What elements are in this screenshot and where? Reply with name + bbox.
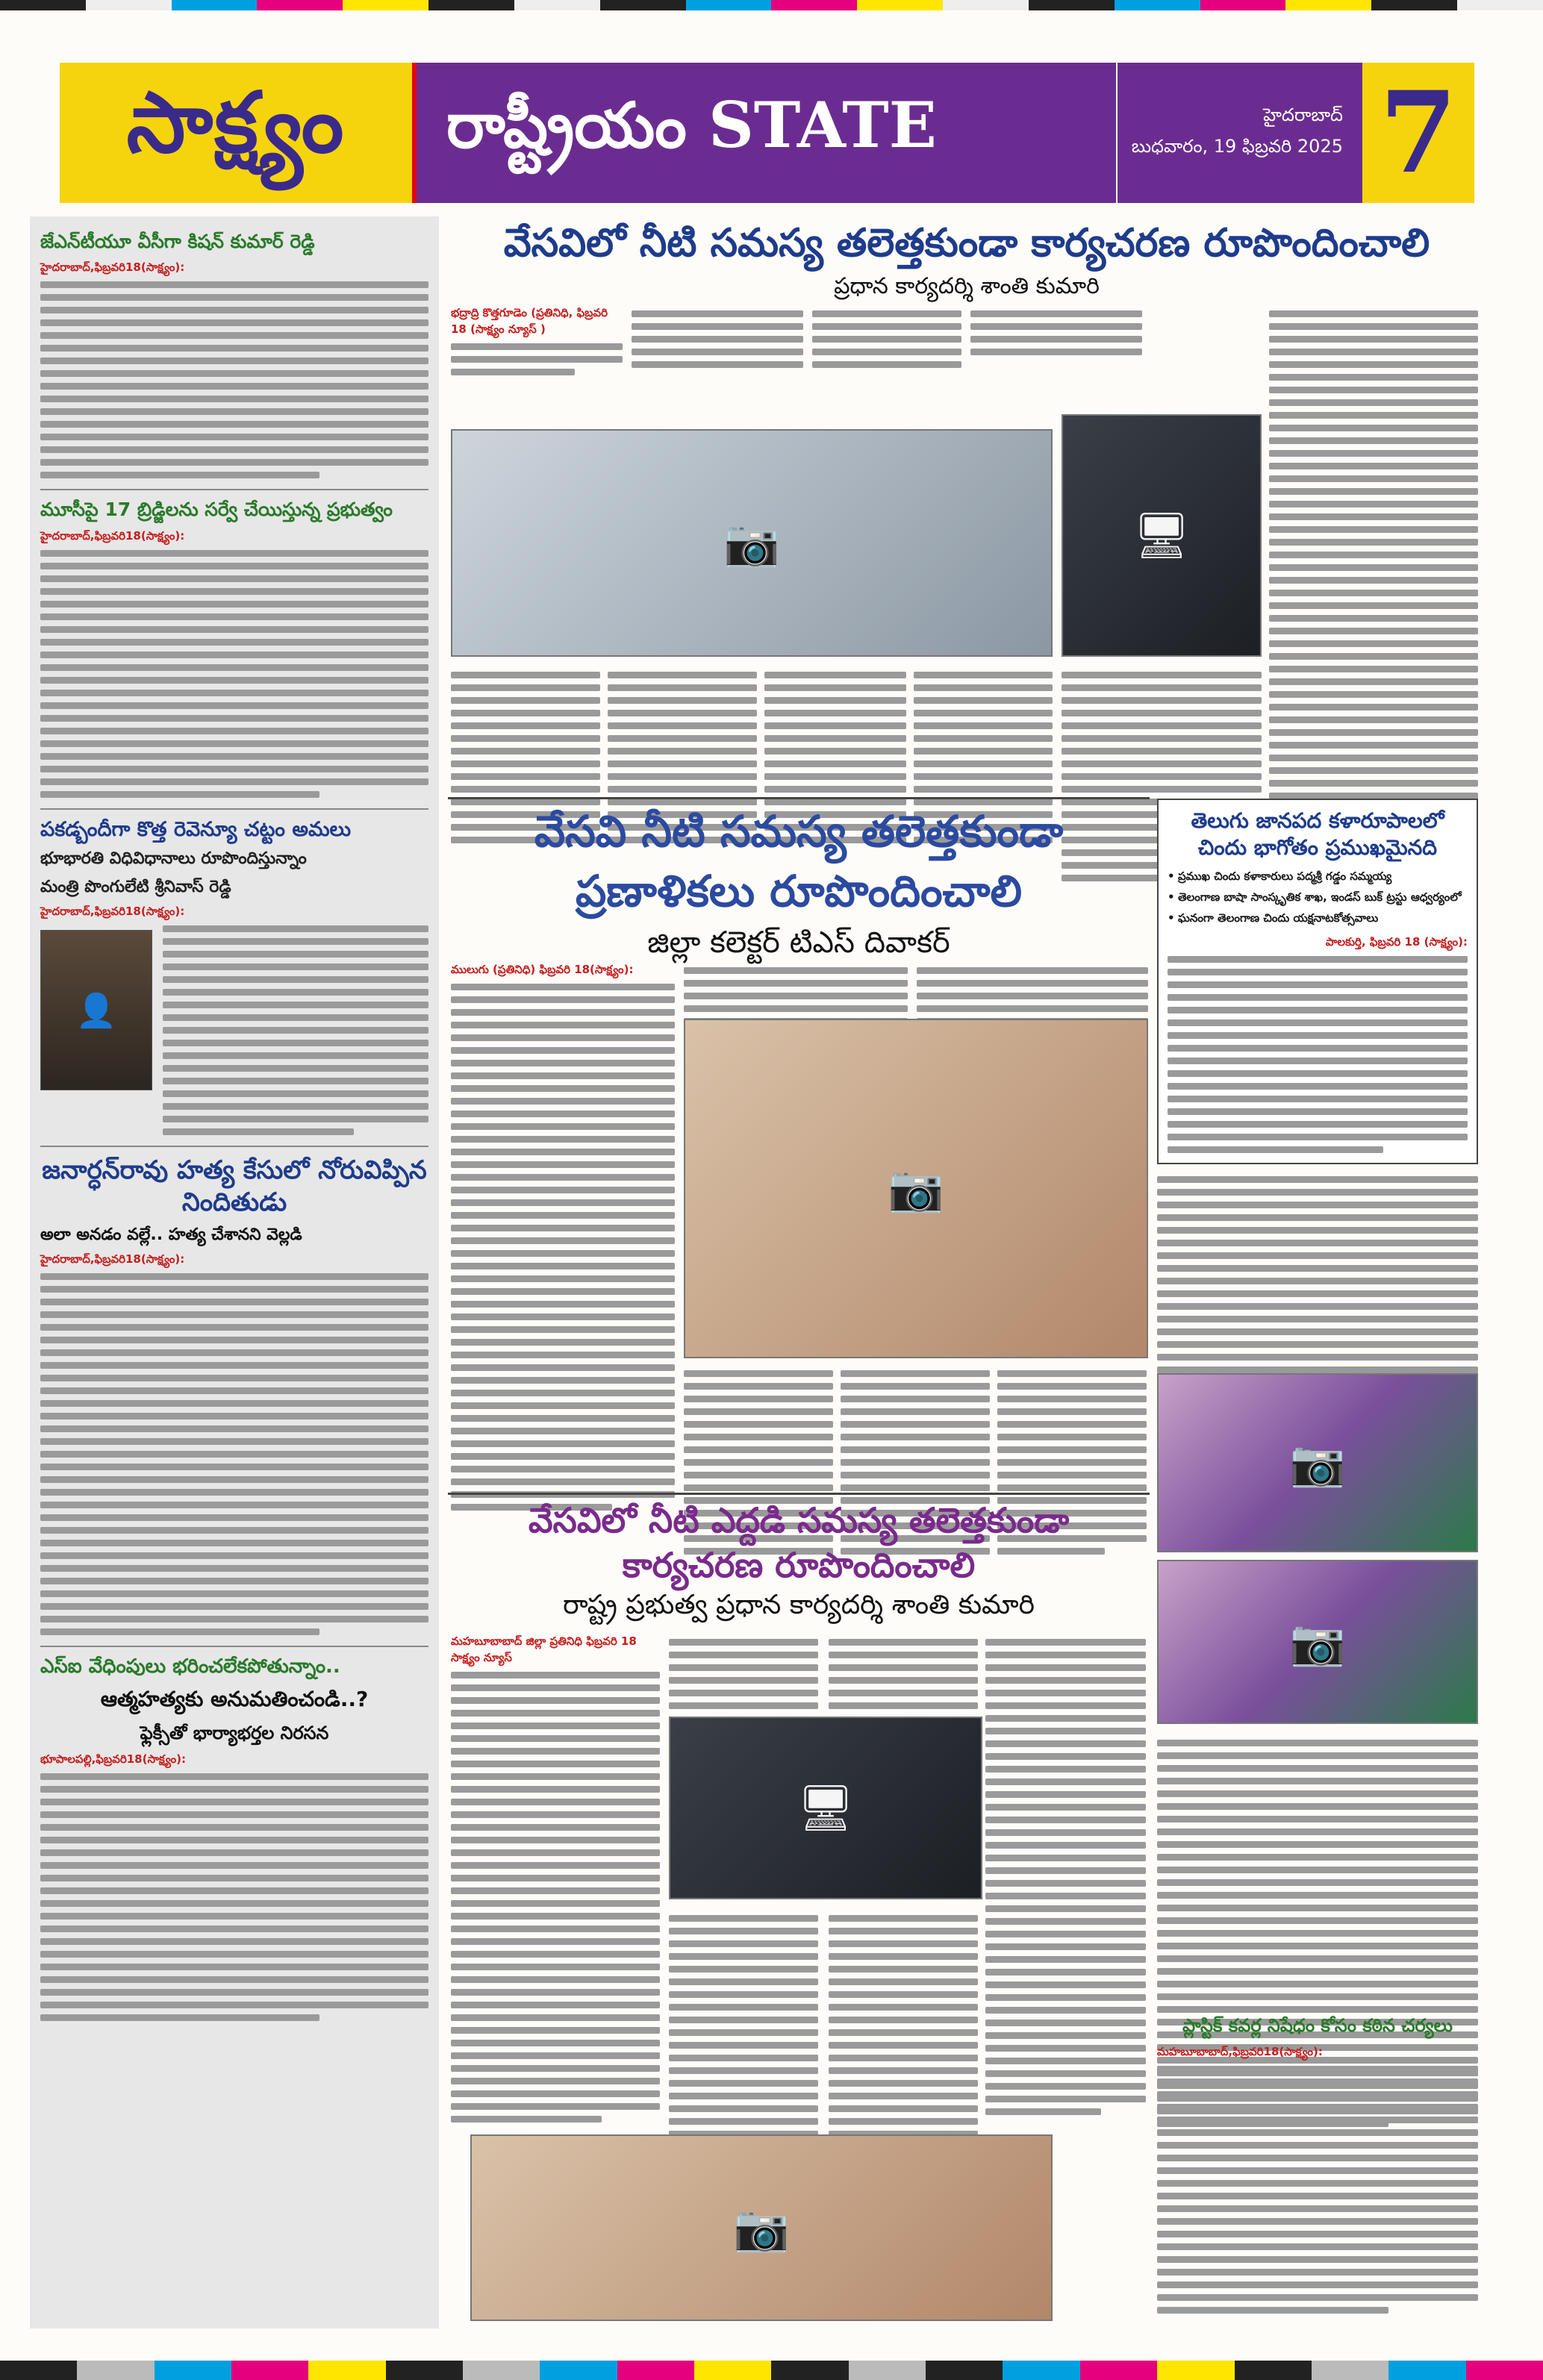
middle-story-col-1 bbox=[451, 963, 675, 1521]
top-story-col-3 bbox=[812, 306, 961, 378]
top-story-col-1 bbox=[451, 306, 623, 386]
person-icon: 👤 bbox=[75, 991, 117, 1030]
article-dateline: హైదరాబాద్,ఫిబ్రవరి18(సాక్ష్యం): bbox=[40, 528, 185, 543]
camera-icon: 📷 bbox=[733, 2202, 790, 2255]
article-dateline: భద్రాద్రి కొత్తగూడెం (ప్రతినిధి, ఫిబ్రవరి 18 (సాక్ష్యం న్యూస్ ) bbox=[451, 306, 608, 336]
folk-performers-photo-1 bbox=[1157, 1373, 1478, 1552]
divider bbox=[40, 1146, 428, 1147]
monitor-icon: 🖥 bbox=[797, 1782, 855, 1834]
top-story-headline: వేసవిలో నీటి సమస్య తలెత్తకుండా కార్యచరణ రూపొందించాలి bbox=[503, 221, 1430, 266]
masthead-date-block bbox=[1116, 63, 1362, 203]
article-headline: మూసీపై 17 బ్రిడ్జిలను సర్వే చేయిస్తున్న ప్రభుత్వం bbox=[40, 499, 393, 521]
middle-story-byline: జిల్లా కలెక్టర్ టిఎస్ దివాకర్ bbox=[647, 925, 950, 960]
date-label: బుధవారం, 19 ఫిబ్రవరి 2025 bbox=[1131, 136, 1343, 157]
left-news-column bbox=[30, 216, 439, 2329]
article-subheadline: భూభారతి విధివిధానాలు రూపొందిస్తున్నాం bbox=[40, 849, 307, 869]
article-subheadline: ఆత్మహత్యకు అనుమతించండి..? bbox=[100, 1686, 369, 1711]
middle-story-headline-line1: వేసవి నీటి సమస్య తలెత్తకుండా bbox=[534, 806, 1064, 857]
bottom-story-col-2 bbox=[669, 1634, 818, 1720]
city-label: హైదరాబాద్ bbox=[1263, 104, 1343, 125]
article-dateline: మహబూబాబాద్,ఫిబ్రవరి18(సాక్ష్యం): bbox=[1157, 2045, 1323, 2058]
bottom-story-headline-line1: వేసవిలో నీటి ఎద్దడి సమస్య తలెత్తకుండా bbox=[528, 1500, 1070, 1540]
camera-icon: 📷 bbox=[723, 517, 780, 569]
article-dateline: భూపాలపల్లి,ఫిబ్రవరి18(సాక్ష్యం): bbox=[40, 1752, 186, 1766]
print-color-strip-bottom bbox=[0, 2361, 1543, 2380]
highlight-item: • ఘనంగా తెలంగాణ చిందు యక్షనాటకోత్సవాలు bbox=[1168, 911, 1468, 928]
article-headline: జేఎన్‌టీయూ వీసీగా కిషన్ కుమార్ రెడ్డి bbox=[40, 231, 315, 252]
top-story-col-6 bbox=[1269, 306, 1478, 873]
article-subheadline: మంత్రి పొంగులేటి శ్రీనివాస్ రెడ్డి bbox=[40, 878, 231, 897]
plastic-ban-headline: ప్లాస్టిక్ కవర్ల నిషేధం కోసం కఠిన చర్యలు bbox=[1182, 2015, 1453, 2036]
article-body bbox=[40, 1273, 428, 1635]
article-dateline: హైదరాబాద్,ఫిబ్రవరి18(సాక్ష్యం): bbox=[40, 905, 185, 919]
section-rule bbox=[448, 797, 1150, 799]
section-rule bbox=[448, 1493, 1150, 1495]
article-dateline: మహబూబాబాద్ జిల్లా ప్రతినిధి ఫిబ్రవరి 18 సాక్ష్యం న్యూస్ bbox=[451, 1634, 637, 1664]
highlight-item: • తెలంగాణ బాషా సాంస్కృతిక శాఖ, ఇండస్ బుక్ ట్రస్టు ఆధ్వర్యంలో bbox=[1168, 890, 1468, 907]
monitor-icon: 🖥 bbox=[1132, 510, 1191, 562]
divider bbox=[40, 808, 428, 810]
collector-meeting-photo bbox=[684, 1019, 1148, 1358]
article-dateline: ములుగు (ప్రతినిధి) ఫిబ్రవరి 18(సాక్ష్యం): bbox=[451, 963, 634, 976]
divider bbox=[40, 489, 428, 490]
minister-photo bbox=[40, 930, 152, 1090]
print-color-strip-top bbox=[0, 0, 1543, 10]
article-headline: ఎస్ఐ వేధింపులు భరించలేకపోతున్నాం.. bbox=[40, 1655, 340, 1678]
article-body bbox=[40, 1773, 428, 2021]
article-dateline: హైదరాబాద్,ఫిబ్రవరి18(సాక్ష్యం): bbox=[40, 1252, 185, 1266]
article-headline: పకడ్బందీగా కొత్త రెవెన్యూ చట్టం అమలు bbox=[40, 817, 352, 841]
article-body bbox=[40, 281, 428, 478]
page-number: 7 bbox=[1362, 63, 1474, 203]
video-conference-photo bbox=[1062, 414, 1262, 657]
top-story-col-4 bbox=[970, 306, 1142, 366]
folk-story-highlights bbox=[1168, 869, 1468, 928]
folk-performers-photo-2 bbox=[1157, 1560, 1478, 1724]
divider bbox=[40, 1646, 428, 1647]
video-conference-photo bbox=[669, 1717, 982, 1899]
article-dateline: పాలకుర్తి, ఫిబ్రవరి 18 (సాక్ష్యం): bbox=[1325, 934, 1468, 949]
newspaper-logo: సాక్ష్యం bbox=[60, 63, 417, 203]
middle-story-headline-line2: ప్రణాళికలు రూపొందించాలి bbox=[575, 866, 1023, 916]
folk-art-story bbox=[1157, 799, 1478, 1164]
top-story-col-2 bbox=[632, 306, 803, 378]
folk-story-headline: తెలుగు జానపద కళారూపాలలో చిందు భాగోతం ప్రముఖమైనది bbox=[1191, 808, 1444, 861]
meeting-photo bbox=[451, 429, 1053, 657]
bottom-story-col-4 bbox=[985, 1634, 1146, 2126]
article-subheadline: అలా అనడం వల్లే.. హత్య చేశానని వెల్లడి bbox=[40, 1225, 302, 1245]
bottom-story-byline: రాష్ట్ర ప్రభుత్వ ప్రధాన కార్యదర్శి శాంతి కుమారి bbox=[562, 1590, 1035, 1620]
highlight-item: • ప్రముఖ చిందు కళాకారులు పద్మశ్రీ గడ్డం సమ్మయ్య bbox=[1168, 869, 1468, 886]
plastic-ban-body bbox=[1157, 2045, 1478, 2324]
camera-icon: 📷 bbox=[1289, 1616, 1346, 1669]
masthead bbox=[60, 63, 1474, 203]
camera-icon: 📷 bbox=[1289, 1437, 1346, 1490]
article-body-with-photo bbox=[40, 925, 428, 1135]
article-headline: జనార్ధన్‌రావు హత్య కేసులో నోరువిప్పిన నిందితుడు bbox=[42, 1155, 427, 1217]
article-dateline: హైదరాబాద్,ఫిబ్రవరి18(సాక్ష్యం): bbox=[40, 260, 185, 275]
bottom-story-col-1 bbox=[451, 1634, 660, 2133]
article-subheadline: ఫ్లెక్సీతో భార్యాభర్తల నిరసన bbox=[140, 1722, 329, 1743]
bottom-story-headline-line2: కార్యచరణ రూపొందించాలి bbox=[622, 1545, 976, 1585]
article-body bbox=[40, 550, 428, 798]
bottom-story-col-3 bbox=[829, 1634, 978, 1720]
section-title: రాష్ట్రీయం STATE bbox=[417, 63, 1116, 203]
camera-icon: 📷 bbox=[888, 1163, 944, 1215]
top-story-byline: ప్రధాన కార్యదర్శి శాంతి కుమారి bbox=[834, 273, 1100, 299]
officials-meeting-photo bbox=[470, 2134, 1053, 2321]
